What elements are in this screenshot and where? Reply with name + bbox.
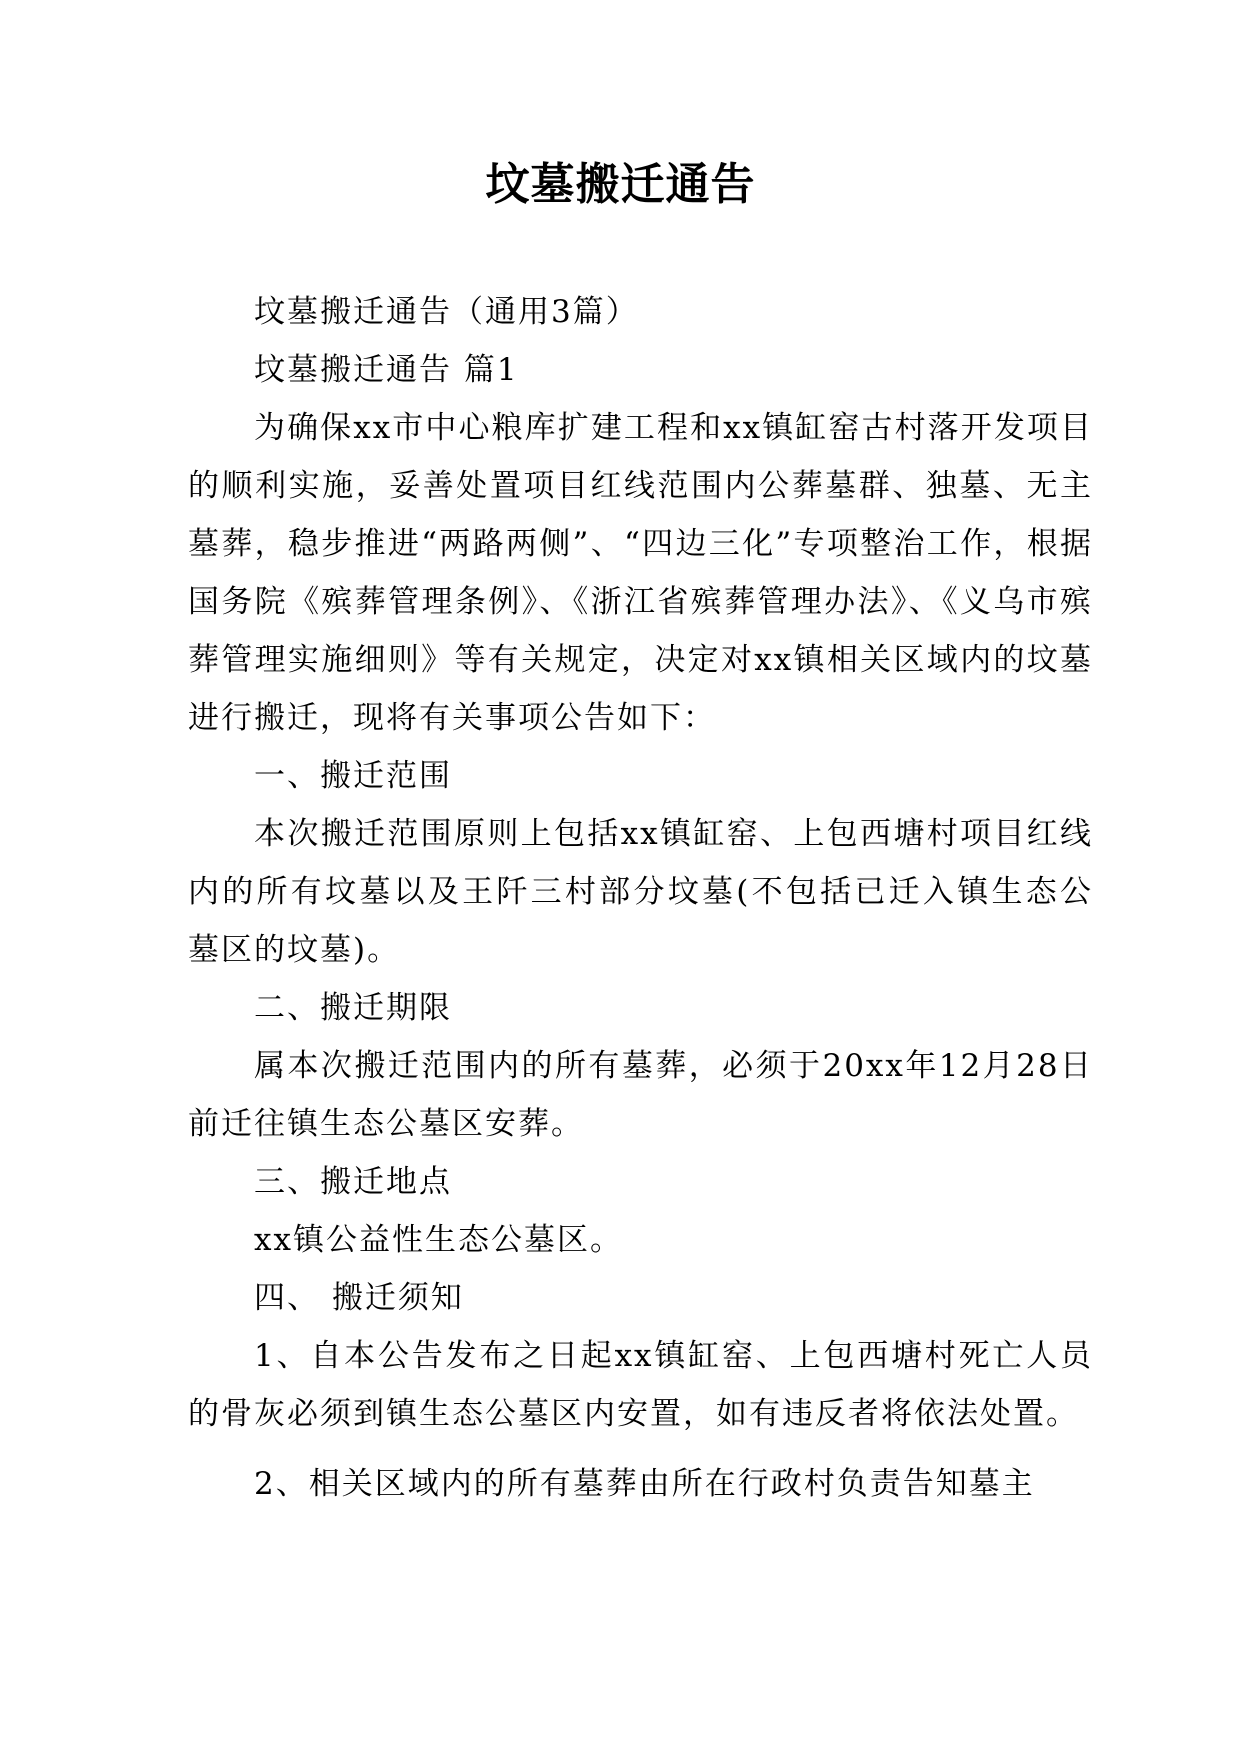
notice-item-1: 1、自本公告发布之日起xx镇缸窑、上包西塘村死亡人员的骨灰必须到镇生态公墓区内安置，如有违反者将依法处置。 <box>188 1338 1093 1432</box>
heading-scope: 一、搬迁范围 <box>254 758 452 794</box>
heading-notice: 四、 搬迁须知 <box>254 1280 464 1316</box>
section-heading: 坟墓搬迁通告 篇1 <box>254 352 519 388</box>
notice-item-2: 2、相关区域内的所有墓葬由所在行政村负责告知墓主 <box>254 1466 1035 1502</box>
heading-location: 三、搬迁地点 <box>254 1164 452 1200</box>
document-body <box>188 283 1093 1513</box>
location-paragraph: xx镇公益性生态公墓区。 <box>254 1222 623 1258</box>
subtitle-paragraph: 坟墓搬迁通告（通用3篇） <box>254 294 639 330</box>
intro-paragraph: 为确保xx市中心粮库扩建工程和xx镇缸窑古村落开发项目的顺利实施，妥善处置项目红线范围内公葬墓群、独墓、无主墓葬，稳步推进“两路两侧”、“四边三化”专项整治工作，根据国务院《殡葬管理条例》、《浙江省殡葬管理办法》、《义乌市殡葬管理实施细则》等有关规定，决定对xx镇相关区域内的坟墓进行搬迁，现将有关事项公告如下： <box>188 410 1093 736</box>
deadline-paragraph: 属本次搬迁范围内的所有墓葬，必须于20xx年12月28日前迁往镇生态公墓区安葬。 <box>188 1048 1093 1142</box>
heading-deadline: 二、搬迁期限 <box>254 990 452 1026</box>
document-title: 坟墓搬迁通告 <box>485 159 756 210</box>
scope-paragraph: 本次搬迁范围原则上包括xx镇缸窑、上包西塘村项目红线内的所有坟墓以及王阡三村部分坟墓(不包括已迁入镇生态公墓区的坟墓)。 <box>188 816 1093 968</box>
